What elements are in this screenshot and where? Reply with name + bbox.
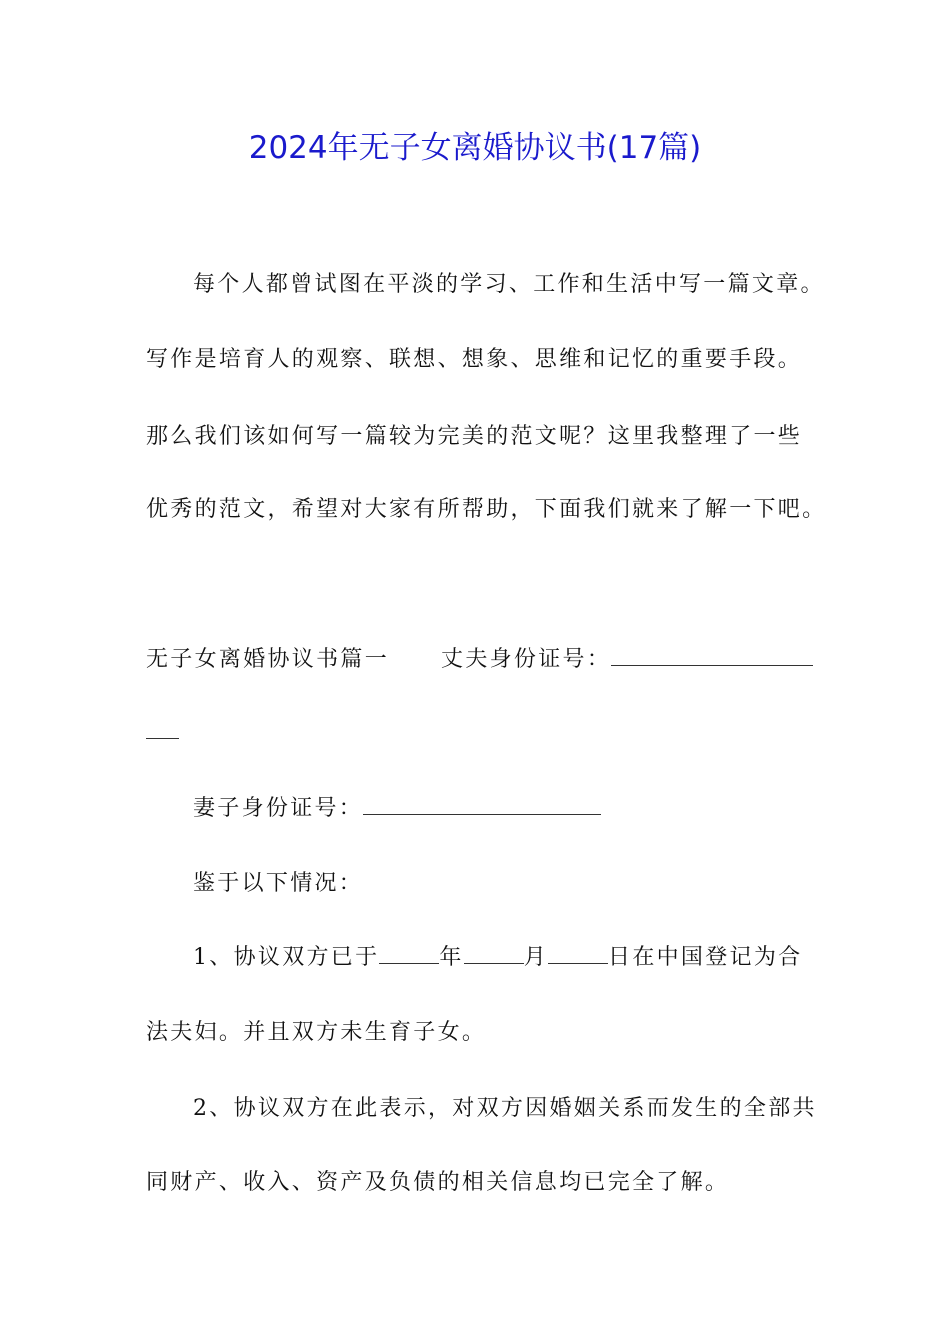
- month-blank: [464, 943, 524, 964]
- husband-id-blank: [611, 645, 813, 666]
- item-1-line-2: 法夫妇。并且双方未生育子女。: [146, 1020, 487, 1045]
- item-1-line-1: [193, 943, 802, 973]
- item-1-month: 月: [523, 945, 549, 970]
- item-2-line-2: 同财产、收入、资产及负债的相关信息均已完全了解。: [146, 1170, 730, 1195]
- wife-id-label: 妻子身份证号：: [193, 796, 364, 821]
- section-heading: 无子女离婚协议书篇一: [146, 647, 390, 672]
- item-1-prefix: 1、协议双方已于: [193, 945, 380, 970]
- item-1-year: 年: [439, 945, 464, 970]
- section-heading-row: [146, 645, 813, 675]
- husband-id-label: 丈夫身份证号：: [441, 647, 612, 672]
- day-blank: [548, 943, 608, 964]
- intro-line-4: 优秀的范文，希望对大家有所帮助，下面我们就来了解一下吧。: [146, 497, 827, 522]
- intro-line-1: 每个人都曾试图在平淡的学习、工作和生活中写一篇文章。: [193, 272, 825, 297]
- circumstances-label: 鉴于以下情况：: [193, 871, 364, 896]
- year-blank: [379, 943, 439, 964]
- intro-line-3: 那么我们该如何写一篇较为完美的范文呢？这里我整理了一些: [146, 424, 803, 449]
- husband-id-blank-continuation: [146, 718, 179, 739]
- wife-id-blank: [363, 794, 601, 815]
- item-2-line-1: 2、协议双方在此表示，对双方因婚姻关系而发生的全部共: [193, 1096, 817, 1121]
- item-1-suffix: 日在中国登记为合: [608, 945, 803, 970]
- wife-id-row: [193, 794, 601, 824]
- husband-id-blank-continuation-row: [146, 718, 179, 748]
- intro-line-2: 写作是培育人的观察、联想、想象、思维和记忆的重要手段。: [146, 347, 803, 372]
- document-title: 2024年无子女离婚协议书(17篇): [248, 130, 702, 166]
